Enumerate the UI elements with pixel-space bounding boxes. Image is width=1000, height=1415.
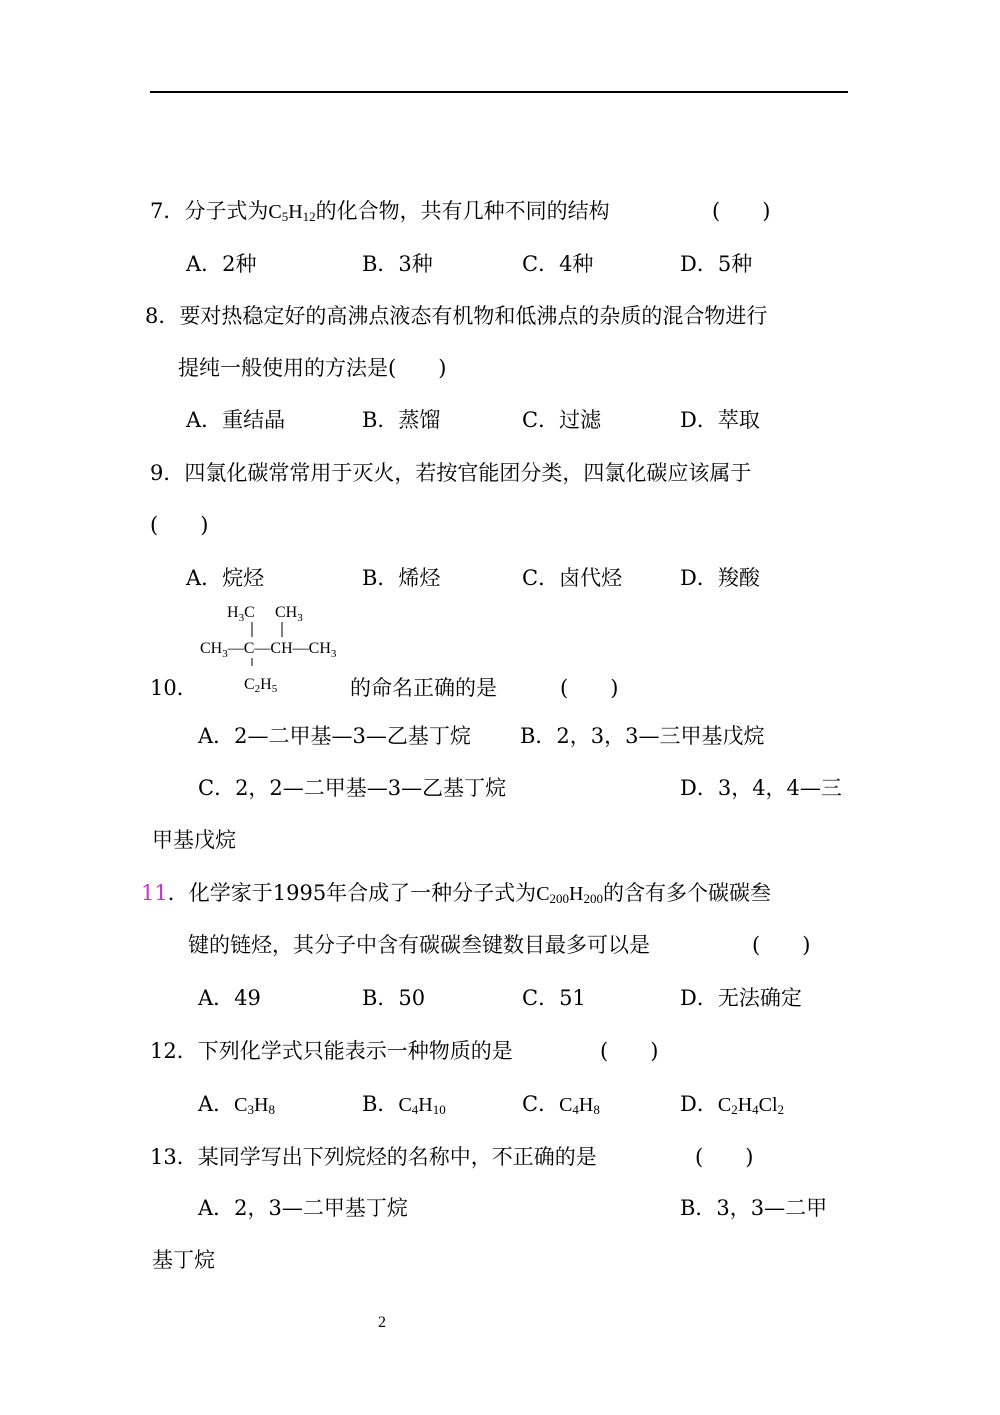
q10-option-d-part1: D．3，4，4—三 — [680, 776, 842, 800]
q9-stem-line1: 9．四氯化碳常常用于灭火，若按官能团分类，四氯化碳应该属于 — [150, 461, 752, 485]
q7-answer-paren: ( ) — [712, 199, 771, 223]
q10-answer-paren: ( ) — [560, 676, 619, 700]
q10-option-c: C．2，2—二甲基—3—乙基丁烷 — [198, 776, 507, 800]
q11-option-d: D．无法确定 — [680, 986, 802, 1010]
q8-stem-line2: 提纯一般使用的方法是( ) — [178, 356, 447, 380]
q13-answer-paren: ( ) — [695, 1145, 754, 1169]
q7-option-a: A．2种 — [186, 252, 257, 276]
page-number: 2 — [378, 1314, 386, 1331]
q11-answer-paren: ( ) — [752, 933, 811, 957]
q12-option-a: A．$C_3H_8$ — [198, 1092, 275, 1117]
q9-option-b: B．烯烃 — [362, 566, 441, 590]
q8-option-c: C．过滤 — [522, 408, 602, 432]
q9-option-a: A．烷烃 — [186, 566, 265, 590]
q10-structural-formula — [195, 600, 355, 672]
struct-bottom-ethyl: $C_2H_5$ — [244, 676, 278, 695]
q11-number: 11 — [141, 881, 168, 905]
header-rule — [150, 91, 848, 93]
q7-option-b: B．3种 — [362, 252, 433, 276]
q7-formula: $C_5H_{12}$ — [268, 201, 316, 224]
q10-number: 10． — [150, 676, 198, 700]
q9-option-c: C．卤代烃 — [522, 566, 623, 590]
q11-formula: $C_{200}H_{200}$ — [536, 883, 603, 906]
struct-main-chain: $CH_3—C—CH—CH_3$ — [200, 640, 337, 660]
q11-option-b: B．50 — [362, 986, 426, 1010]
q10-option-b: B．2，3，3—三甲基戊烷 — [520, 724, 765, 748]
q10-stem: 的命名正确的是 — [350, 676, 497, 700]
q12-option-b: B．$C_4H_{10}$ — [362, 1092, 446, 1117]
q13-option-b-part1: B．3，3—二甲 — [680, 1196, 828, 1220]
q12-stem: 12．下列化学式只能表示一种物质的是 — [150, 1039, 513, 1063]
q11-stem-line2: 键的链烃，其分子中含有碳碳叁键数目最多可以是 — [188, 933, 650, 957]
q7-stem: 7．分子式为$C_5H_{12}$的化合物，共有几种不同的结构 — [150, 199, 610, 224]
struct-top-left-group: $H_3C$ — [227, 604, 255, 624]
q11-option-c: C．51 — [522, 986, 586, 1010]
q7-option-d: D．5种 — [680, 252, 753, 276]
q13-stem: 13．某同学写出下列烷烃的名称中，不正确的是 — [150, 1145, 597, 1169]
q12-option-c: C．$C_4H_8$ — [522, 1092, 600, 1117]
q9-option-d: D．羧酸 — [680, 566, 760, 590]
q9-stem-line2: ( ) — [150, 513, 209, 537]
q10-option-d-part2: 甲基戊烷 — [152, 828, 236, 852]
q11-option-a: A．49 — [198, 986, 261, 1010]
q8-option-b: B．蒸馏 — [362, 408, 441, 432]
q8-stem-line1: 8．要对热稳定好的高沸点液态有机物和低沸点的杂质的混合物进行 — [145, 304, 768, 328]
struct-top-right-group: $CH_3$ — [275, 604, 303, 624]
q8-option-d: D．萃取 — [680, 408, 760, 432]
q10-option-a: A．2—二甲基—3—乙基丁烷 — [198, 724, 471, 748]
q13-option-b-part2: 基丁烷 — [152, 1248, 215, 1272]
q8-option-a: A．重结晶 — [186, 408, 286, 432]
q12-answer-paren: ( ) — [600, 1039, 659, 1063]
q12-option-d: D．$C_2H_4Cl_2$ — [680, 1092, 785, 1117]
q11-stem-line1: 11．化学家于1995年合成了一种分子式为$C_{200}H_{200}$的含有多个碳碳叁 — [141, 881, 771, 906]
q13-option-a: A．2，3—二甲基丁烷 — [198, 1196, 408, 1220]
q7-option-c: C．4种 — [522, 252, 594, 276]
